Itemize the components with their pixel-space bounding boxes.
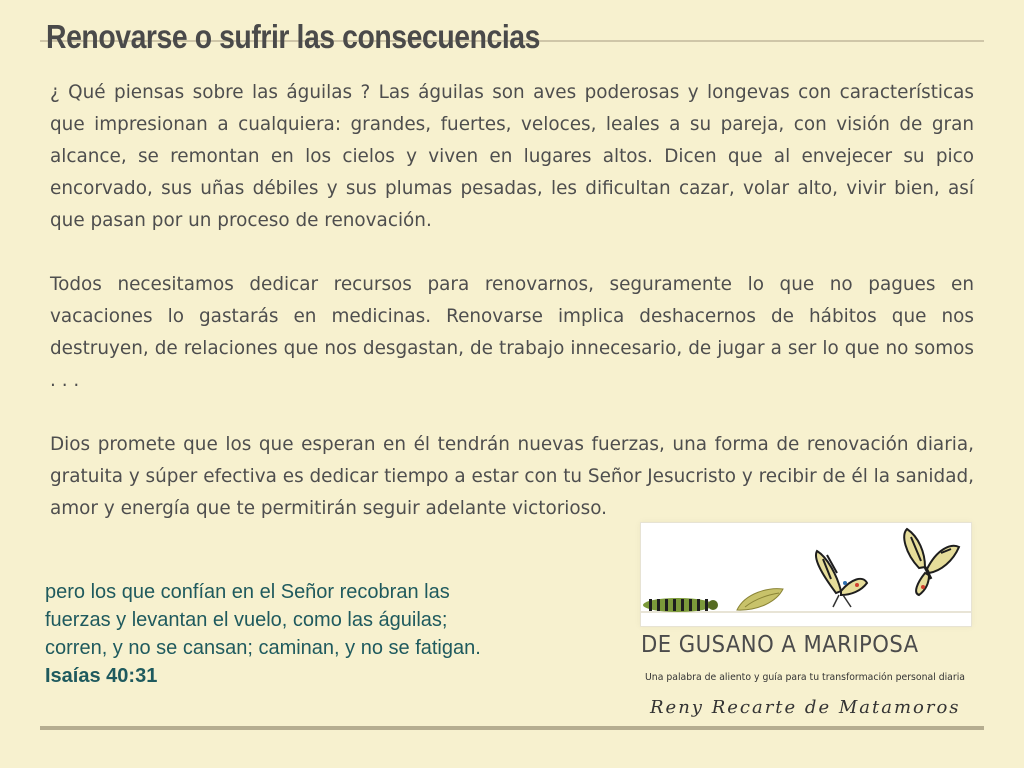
bible-verse — [45, 578, 515, 690]
body-text — [50, 77, 974, 525]
author-signature: Reny Recarte de Matamoros — [650, 697, 961, 718]
bottom-divider — [40, 726, 984, 730]
paragraph-renewal: Todos necesitamos dedicar recursos para renovarnos, seguramente lo que no pagues en vacaciones lo gastarás en medicinas. Renovarse implica deshacernos de hábitos que nos destruyen, de relaciones que nos desgastan, de trabajo innecesario, de jugar a ser lo que no somos . . . — [50, 274, 974, 391]
verse-text: pero los que confían en el Señor recobran las fuerzas y levantan el vuelo, como las águilas; corren, y no se cansan; caminan, y no se fatigan. — [45, 581, 481, 659]
paragraph-eagles: ¿ Qué piensas sobre las águilas ? Las águilas son aves poderosas y longevas con características que impresionan a cualquiera: grandes, fuertes, veloces, leales a su pareja, con visión de gran alcance, se remontan en los cielos y viven en lugares altos. Dicen que al envejecer su pico encorvado, sus uñas débiles y sus plumas pesadas, les dificultan cazar, volar alto, vivir bien, así que pasan por un proceso de renovación. — [50, 82, 974, 231]
chrysalis-icon — [737, 589, 783, 610]
brand-tagline: Una palabra de aliento y guía para tu transformación personal diaria — [645, 672, 965, 683]
verse-reference: Isaías 40:31 — [45, 665, 158, 687]
caterpillar-icon — [643, 598, 718, 612]
butterfly-icon — [904, 529, 959, 595]
transformation-image — [640, 522, 972, 627]
brand-name: DE GUSANO A MARIPOSA — [641, 632, 919, 658]
butterfly-icon — [816, 551, 867, 607]
paragraph-promise: Dios promete que los que esperan en él tendrán nuevas fuerzas, una forma de renovación diaria, gratuita y súper efectiva es dedicar tiempo a estar con tu Señor Jesucristo y recibir de él la sanidad, amor y energía que te permitirán seguir adelante victorioso. — [50, 434, 974, 519]
slide-title: Renovarse o sufrir las consecuencias — [46, 18, 541, 55]
